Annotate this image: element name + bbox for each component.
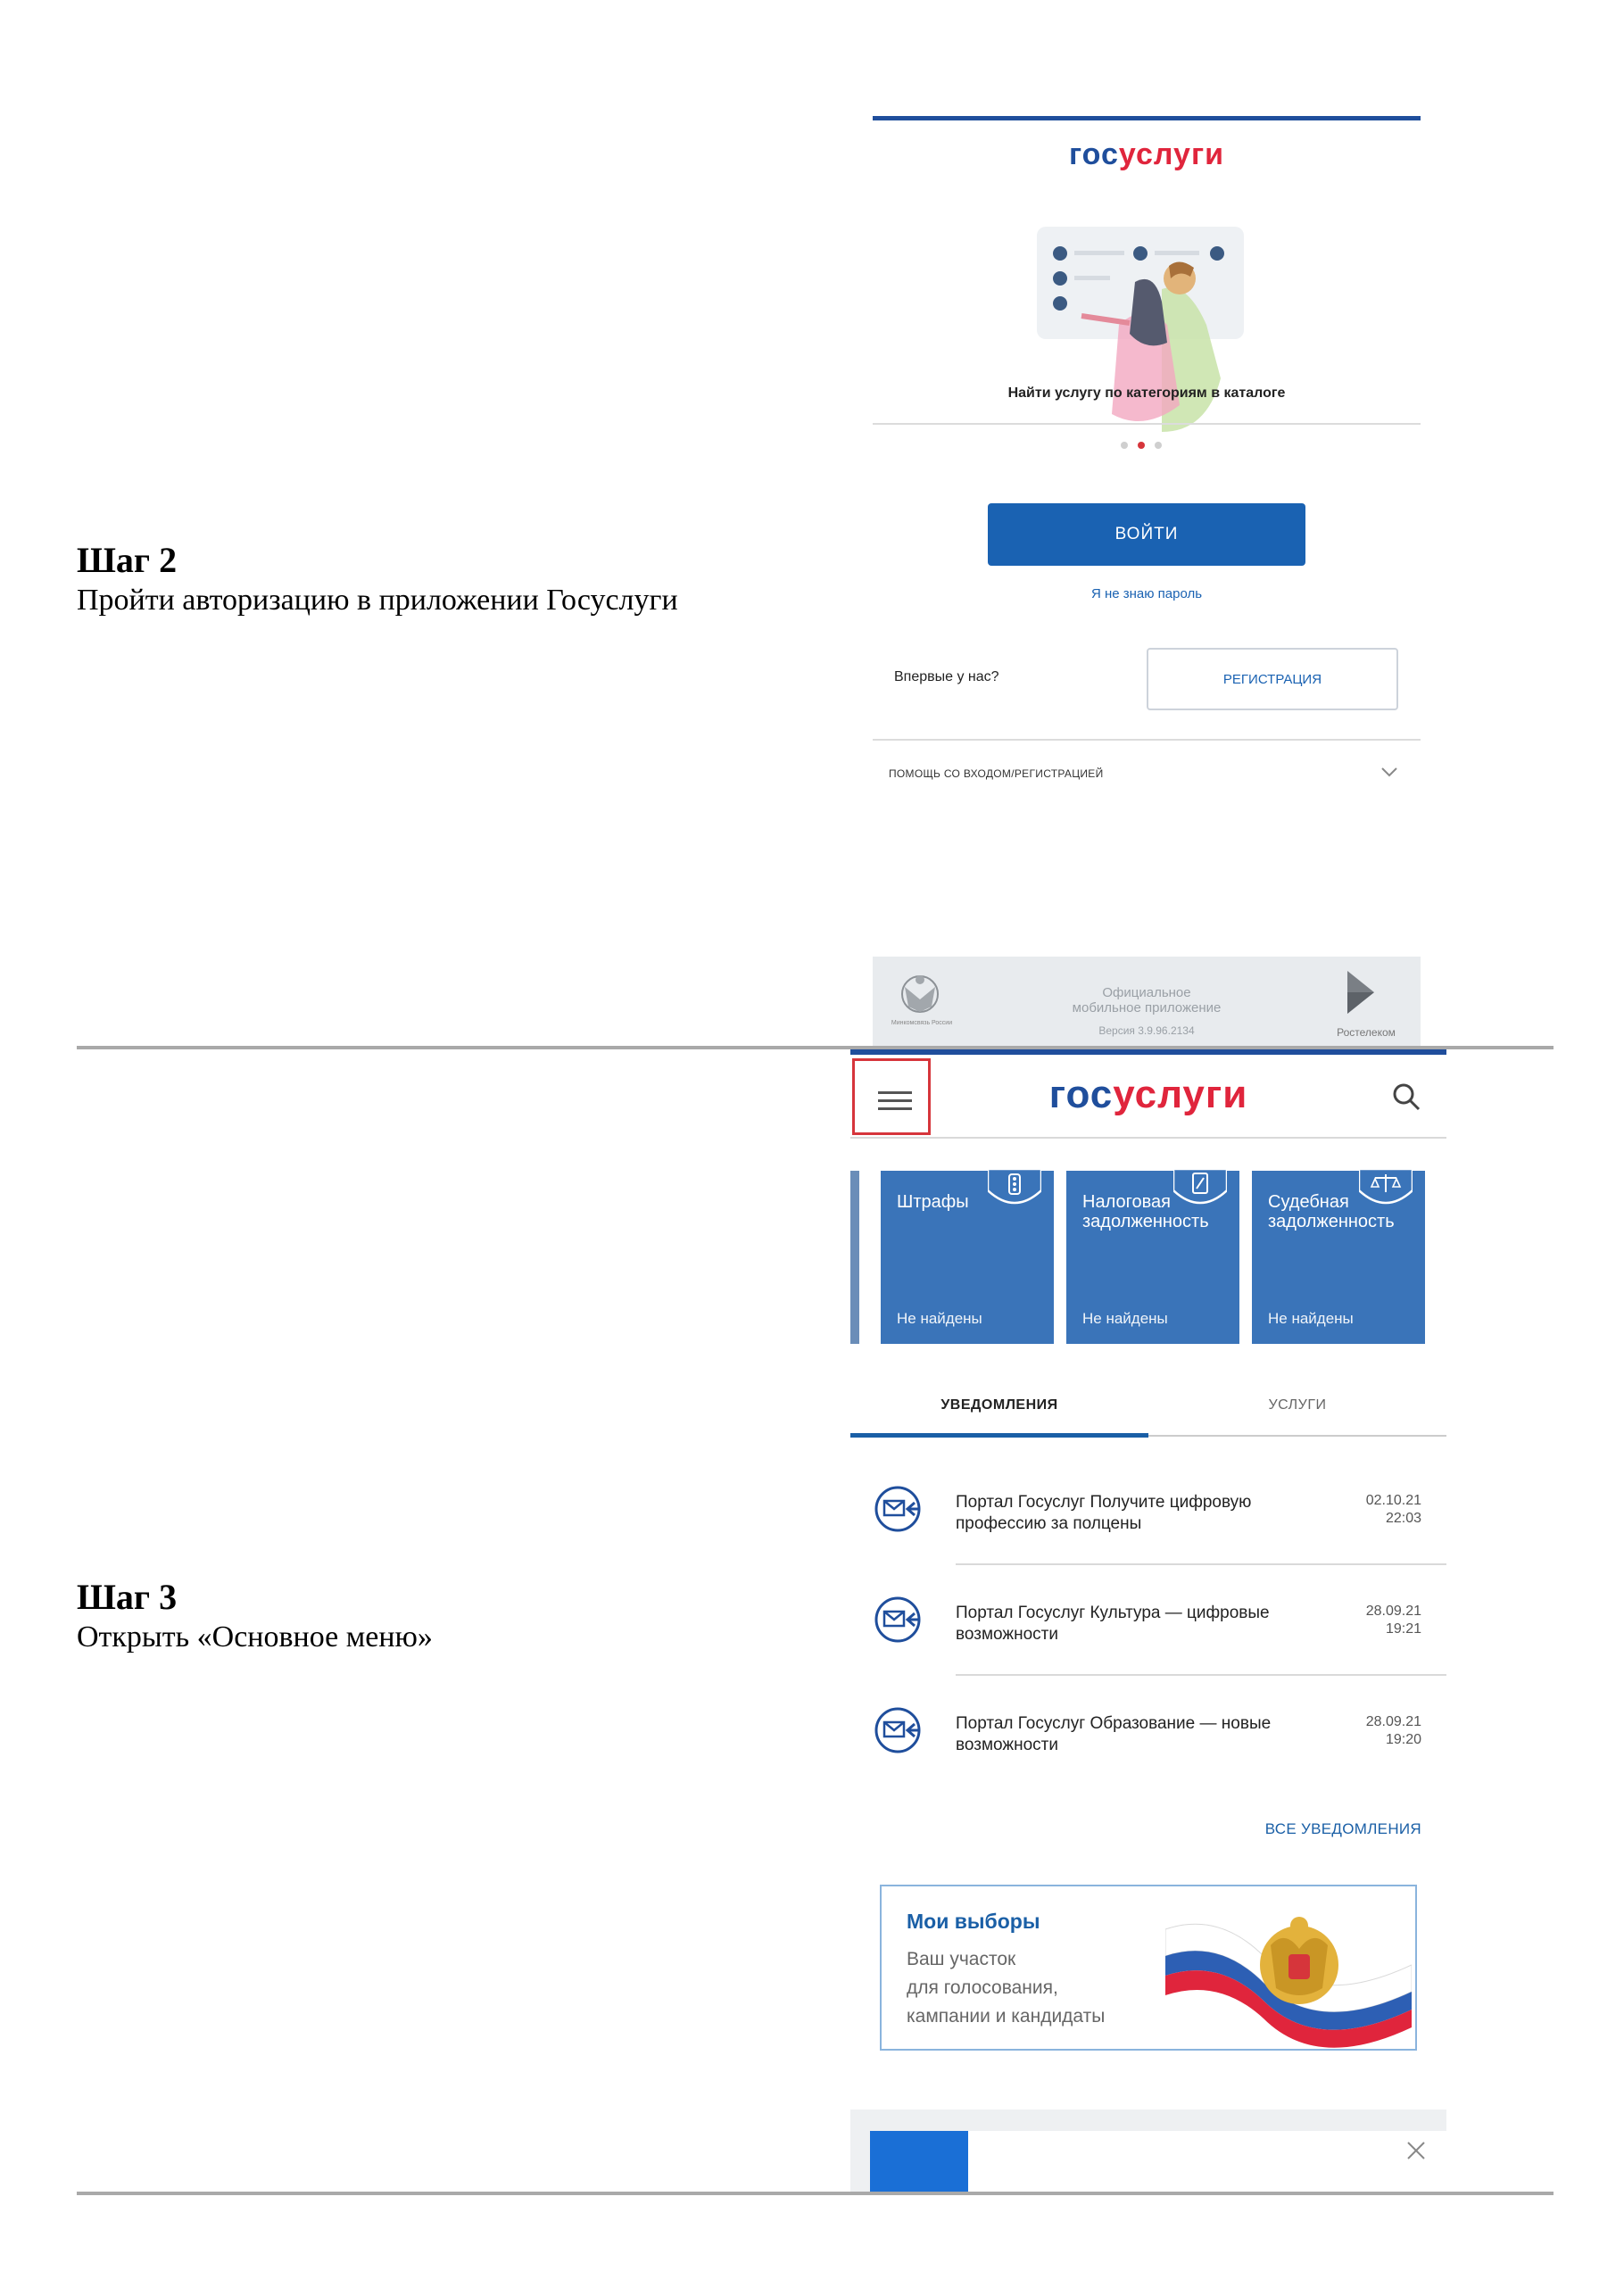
my-elections-banner[interactable] (880, 1885, 1417, 2051)
notification-text: Портал Госуслуг Получите цифровую профессию за полцены (956, 1493, 1252, 1533)
help-login-label[interactable]: ПОМОЩЬ СО ВХОДОМ/РЕГИСТРАЦИЕЙ (889, 767, 1104, 780)
version-label: Версия 3.9.96.2134 (1098, 1024, 1195, 1037)
card-fines[interactable] (881, 1171, 1054, 1344)
card-status: Не найдены (897, 1310, 982, 1327)
promo-area (850, 2110, 1446, 2193)
app-footer (873, 957, 1421, 1046)
search-icon[interactable] (1391, 1082, 1421, 1112)
close-icon[interactable] (1405, 2140, 1427, 2161)
main-menu-button[interactable] (852, 1058, 931, 1135)
hamburger-menu-icon (878, 1091, 912, 1111)
divider (850, 1137, 1446, 1139)
section-divider (77, 2192, 1554, 2195)
card-status: Не найдены (1268, 1310, 1354, 1327)
gosuslugi-logo: госуслуги (1068, 137, 1225, 171)
notification-text: Портал Госуслуг Культура — цифровые возможности (956, 1604, 1270, 1644)
card-status: Не найдены (1082, 1310, 1168, 1327)
promo-card[interactable] (870, 2131, 1446, 2193)
mail-notification-icon (874, 1596, 922, 1644)
notification-datetime: 02.10.21 22:03 (1365, 1493, 1421, 1526)
tax-document-icon (1173, 1169, 1227, 1208)
login-button[interactable]: ВОЙТИ (988, 503, 1305, 566)
tab-notifications[interactable]: УВЕДОМЛЕНИЯ (940, 1397, 1058, 1413)
divider (956, 1563, 1446, 1565)
step-3-title: Шаг 3 (77, 1577, 178, 1617)
mail-notification-icon (874, 1485, 922, 1533)
first-time-label: Впервые у нас? (894, 669, 999, 684)
gosuslugi-logo: госуслуги (1048, 1073, 1248, 1116)
step-3-description: Открыть «Основное меню» (77, 1620, 433, 1654)
carousel-caption: Найти услугу по категориям в каталоге (1007, 385, 1286, 401)
carousel-dot-active[interactable] (1138, 442, 1145, 449)
main-screen (850, 1049, 1446, 2193)
forgot-password-link[interactable]: Я не знаю пароль (1090, 586, 1203, 601)
mail-notification-icon (874, 1706, 922, 1754)
top-bar (873, 116, 1421, 120)
divider (873, 739, 1421, 741)
card-title: Налоговая задолженность (1082, 1192, 1209, 1231)
scales-icon (1359, 1169, 1413, 1208)
step-2-description: Пройти авторизацию в приложении Госуслуги (77, 584, 678, 617)
banner-title: Мои выборы (907, 1910, 1040, 1933)
login-screen (873, 116, 1421, 1046)
rostelecom-logo-icon (1344, 969, 1378, 1015)
banner-subtitle: Ваш участок для голосования, кампании и кандидаты (907, 1949, 1106, 2027)
app-header (850, 1055, 1446, 1137)
tab-active-indicator (850, 1433, 1148, 1438)
card-partial[interactable] (850, 1171, 859, 1344)
card-tax-debt[interactable] (1066, 1171, 1239, 1344)
traffic-light-icon (988, 1169, 1041, 1208)
operator-label: Ростелеком (1337, 1026, 1396, 1039)
notification-text: Портал Госуслуг Образование — новые возможности (956, 1714, 1272, 1754)
ministry-label: Минкомсвязь России (891, 1020, 953, 1026)
promo-image (870, 2131, 968, 2193)
notification-datetime: 28.09.21 19:20 (1365, 1714, 1421, 1747)
divider (956, 1674, 1446, 1676)
divider (873, 423, 1421, 425)
official-app-label: Официальное мобильное приложение (1072, 985, 1222, 1015)
chevron-down-icon[interactable] (1380, 762, 1399, 782)
russian-flag-emblem-icon (1165, 1902, 1412, 2049)
notification-datetime: 28.09.21 19:21 (1365, 1604, 1421, 1637)
carousel-dot[interactable] (1121, 442, 1128, 449)
carousel-dot[interactable] (1155, 442, 1162, 449)
card-court-debt[interactable] (1252, 1171, 1425, 1344)
tab-services[interactable]: УСЛУГИ (1268, 1397, 1327, 1413)
register-button[interactable]: РЕГИСТРАЦИЯ (1147, 648, 1398, 710)
card-title: Судебная задолженность (1268, 1192, 1395, 1231)
step-2-title: Шаг 2 (77, 540, 178, 580)
all-notifications-link[interactable]: ВСЕ УВЕДОМЛЕНИЯ (1264, 1820, 1421, 1837)
card-title: Штрафы (897, 1192, 969, 1212)
